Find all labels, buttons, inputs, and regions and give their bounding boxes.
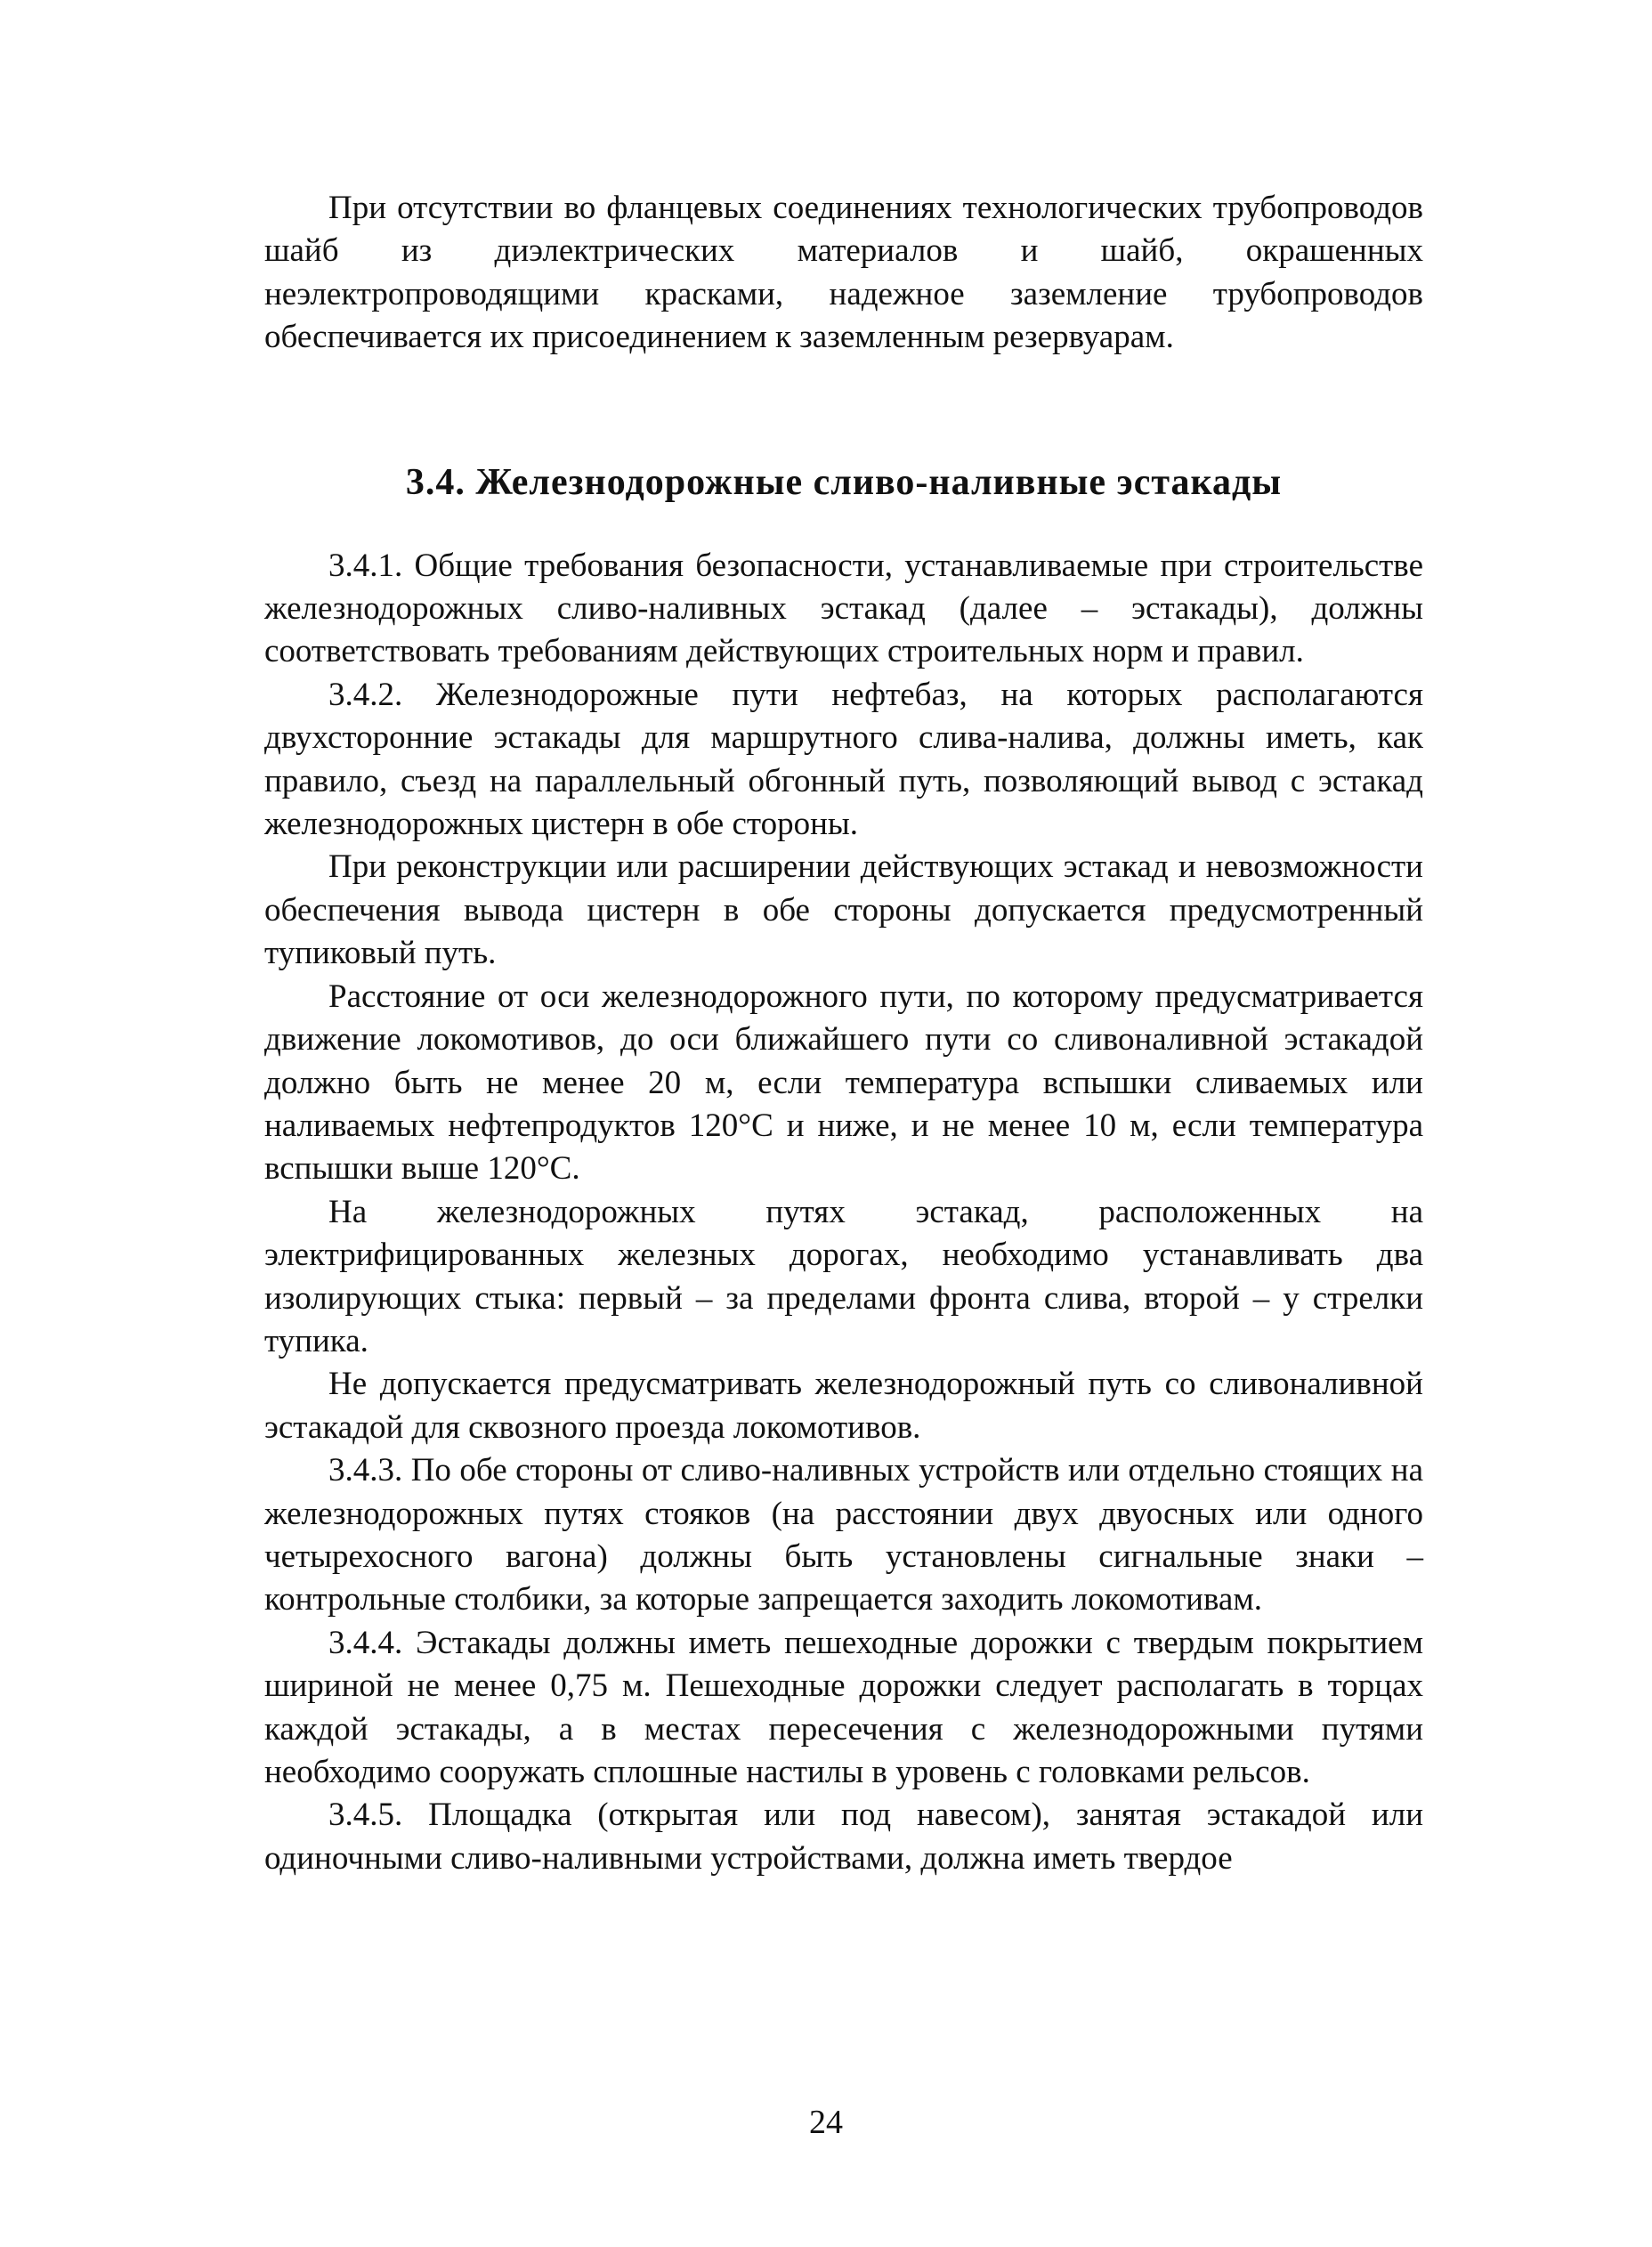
paragraph-3-4-4: 3.4.4. Эстакады должны иметь пешеходные дорожки с твердым покрытием шириной не менее 0,75 м. Пешеходные дорожки следует располагать в торцах каждой эстакады, а в местах пересечения с железнодорожными путями необходимо сооружать сплошные настилы в уровень с головками рельсов.: [264, 1624, 1423, 1790]
paragraph-insulating-joints: На железнодорожных путях эстакад, расположенных на электрифицированных железных дорогах, необходимо устанавливать два изолирующих стыка: первый – за пределами фронта слива, второй – у стрелки тупика.: [264, 1193, 1423, 1359]
paragraph-3-4-5: 3.4.5. Площадка (открытая или под навесом), занятая эстакадой или одиночными сливо-наливными устройствами, должна иметь твердое: [264, 1797, 1423, 1877]
paragraph-no-through-passage: Не допускается предусматривать железнодорожный путь со сливоналивной эстакадой для сквозного проезда локомотивов.: [264, 1366, 1423, 1446]
intro-paragraph: При отсутствии во фланцевых соединениях технологических трубопроводов шайб из диэлектрических материалов и шайб, окрашенных неэлектропроводящими красками, надежное заземление трубопроводов обеспечивается их присоединением к заземленным резервуарам.: [264, 190, 1423, 356]
paragraph-3-4-3: 3.4.3. По обе стороны от сливо-наливных устройств или отдельно стоящих на железнодорожных путях стояков (на расстоянии двух двуосных или одного четырехосного вагона) должны быть установлены сигнальные знаки – контрольные столбики, за которые запрещается заходить локомотивам.: [264, 1452, 1423, 1618]
document-page: [264, 187, 1423, 1880]
paragraph-reconstruction: При реконструкции или расширении действующих эстакад и невозможности обеспечения вывода цистерн в обе стороны допускается предусмотренный тупиковый путь.: [264, 848, 1423, 972]
paragraph-distance: Расстояние от оси железнодорожного пути, по которому предусматривается движение локомотивов, до оси ближайшего пути со сливоналивной эстакадой должно быть не менее 20 м, если температура вспышки сливаемых или наливаемых нефтепродуктов 120°С и ниже, и не менее 10 м, если температура вспышки выше 120°С.: [264, 977, 1423, 1188]
paragraph-3-4-1: 3.4.1. Общие требования безопасности, устанавливаемые при строительстве железнодорожных сливо-наливных эстакад (далее – эстакады), должны соответствовать требованиям действующих строительных норм и правил.: [264, 547, 1423, 670]
paragraph-3-4-2: 3.4.2. Железнодорожные пути нефтебаз, на которых располагаются двухсторонние эстакады для маршрутного слива-налива, должны иметь, как правило, съезд на параллельный обгонный путь, позволяющий вывод с эстакад железнодорожных цистерн в обе стороны.: [264, 676, 1423, 843]
page-number: 24: [809, 2104, 843, 2141]
section-heading: 3.4. Железнодорожные сливо-наливные эстакады: [405, 461, 1283, 503]
